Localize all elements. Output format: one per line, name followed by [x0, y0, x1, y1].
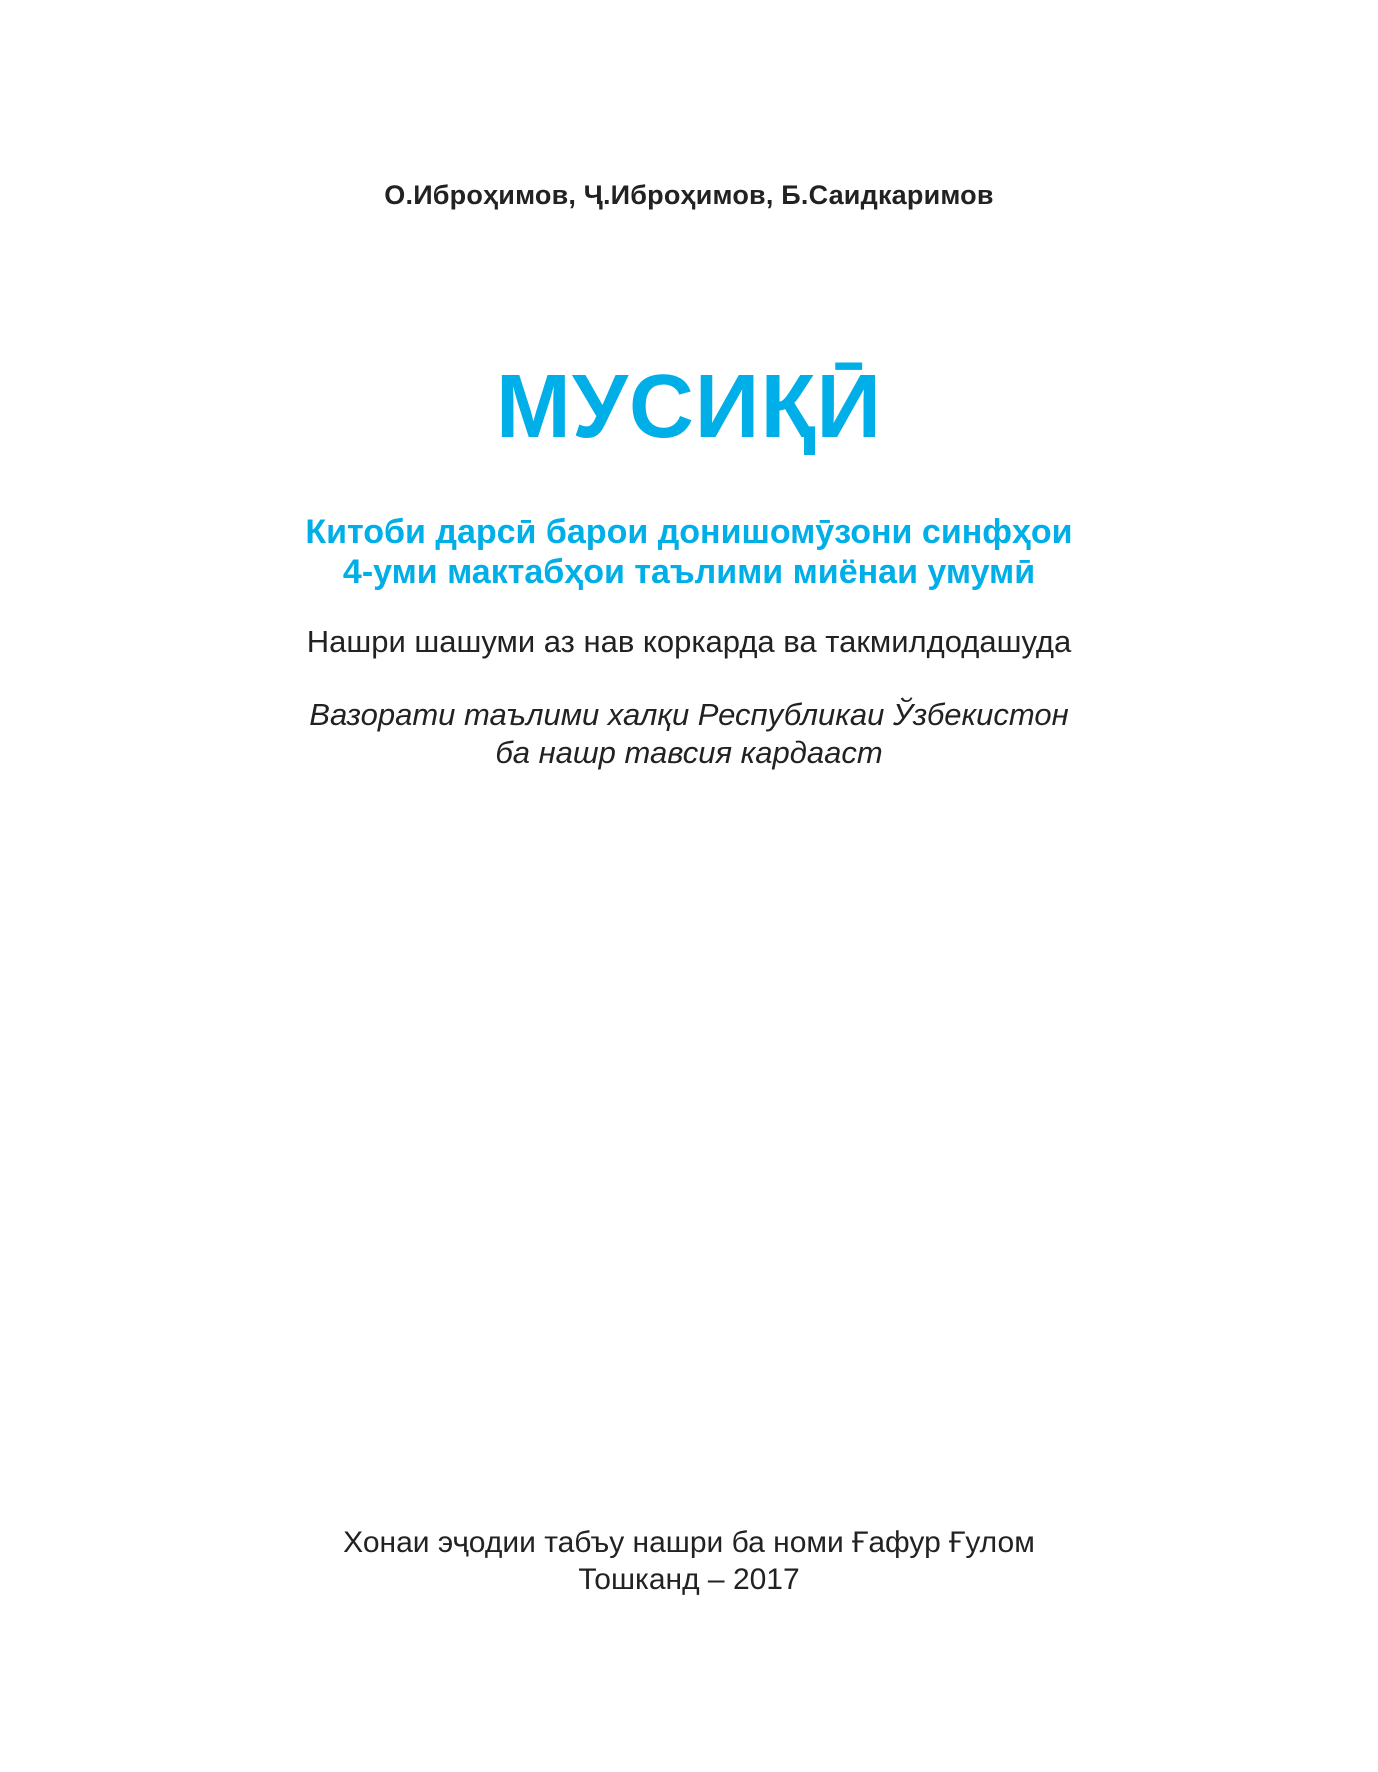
publisher-imprint — [0, 1524, 1378, 1598]
subtitle-line-2: 4-уми мактабҳои таълими миёнаи умумӣ — [342, 553, 1036, 591]
recommendation-line-2: ба нашр тавсия кардааст — [495, 735, 883, 770]
publisher-name: Хонаи эҷодии табъу нашри ба номи Ғафур Ғулом — [343, 1526, 1035, 1559]
book-subtitle — [0, 512, 1378, 592]
authors: О.Иброҳимов, Ҷ.Иброҳимов, Б.Саидкаримов — [384, 180, 994, 210]
subtitle-line-1: Китоби дарсӣ барои донишомӯзони синфҳои — [305, 513, 1073, 551]
edition-note: Нашри шашуми аз нав коркарда ва такмилдодашуда — [306, 624, 1072, 659]
recommendation-line-1: Вазорати таълими халқи Республикаи Ўзбекистон — [309, 697, 1069, 732]
ministry-recommendation — [0, 696, 1378, 772]
publisher-city-year: Тошканд – 2017 — [578, 1563, 800, 1596]
book-title: МУСИҚӢ — [495, 357, 883, 457]
